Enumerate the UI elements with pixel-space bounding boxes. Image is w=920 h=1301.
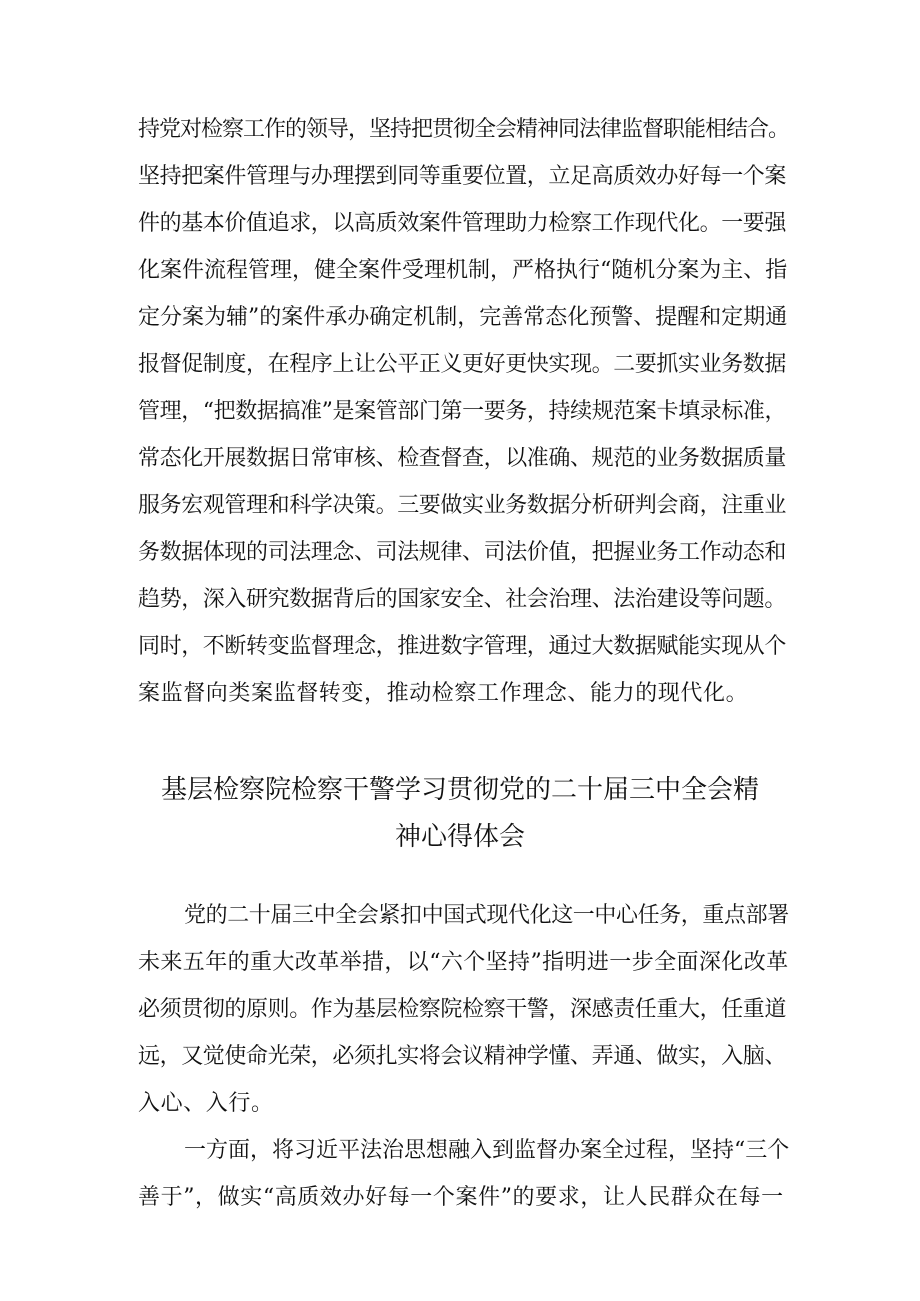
text-line: 持党对检察工作的领导，坚持把贯彻全会精神同法律监督职能相结合。 [138,117,790,142]
title-line: 神心得体会 [394,822,525,852]
text-line: 化案件流程管理，健全案件受理机制，严格执行“随机分案为主、指 [138,258,788,283]
text-line: 善于”，做实“高质效办好每一个案件”的要求，让人民群众在每一 [138,1185,784,1210]
text-line: 管理，“把数据搞准”是案管部门第一要务，持续规范案卡填录标准， [138,399,787,424]
text-line: 件的基本价值追求，以高质效案件管理助力检察工作现代化。一要强 [138,211,787,236]
text-line: 案监督向类案监督转变，推动检察工作理念、能力的现代化。 [138,681,749,706]
text-line: 远，又觉使命光荣，必须扎实将会议精神学懂、弄通、做实，入脑、 [138,1044,787,1069]
text-line: 定分案为辅”的案件承办确定机制，完善常态化预警、提醒和定期通 [138,305,788,330]
text-line: 必须贯彻的原则。作为基层检察院检察干警，深感责任重大，任重道 [138,997,787,1022]
title-line: 基层检察院检察干警学习贯彻党的二十届三中全会精 [160,775,759,805]
text-line: 同时，不断转变监督理念，推进数字管理，通过大数据赋能实现从个 [138,634,787,659]
text-line: 趋势，深入研究数据背后的国家安全、社会治理、法治建设等问题。 [138,587,787,612]
text-line: 一方面，将习近平法治思想融入到监督办案全过程，坚持“三个 [184,1138,790,1163]
text-line: 党的二十届三中全会紧扣中国式现代化这一中心任务，重点部署 [184,903,789,928]
text-line: 常态化开展数据日常审核、检查督查，以准确、规范的业务数据质量 [138,446,787,471]
text-line: 坚持把案件管理与办理摆到同等重要位置，立足高质效办好每一个案 [138,164,787,189]
text-line: 服务宏观管理和科学决策。三要做实业务数据分析研判会商，注重业 [138,493,787,518]
text-line: 未来五年的重大改革举措，以“六个坚持”指明进一步全面深化改革 [138,950,789,975]
text-line: 务数据体现的司法理念、司法规律、司法价值，把握业务工作动态和 [138,540,787,565]
text-line: 入心、入行。 [138,1091,274,1116]
text-line: 报督促制度，在程序上让公平正义更好更快实现。二要抓实业务数据 [138,352,787,377]
